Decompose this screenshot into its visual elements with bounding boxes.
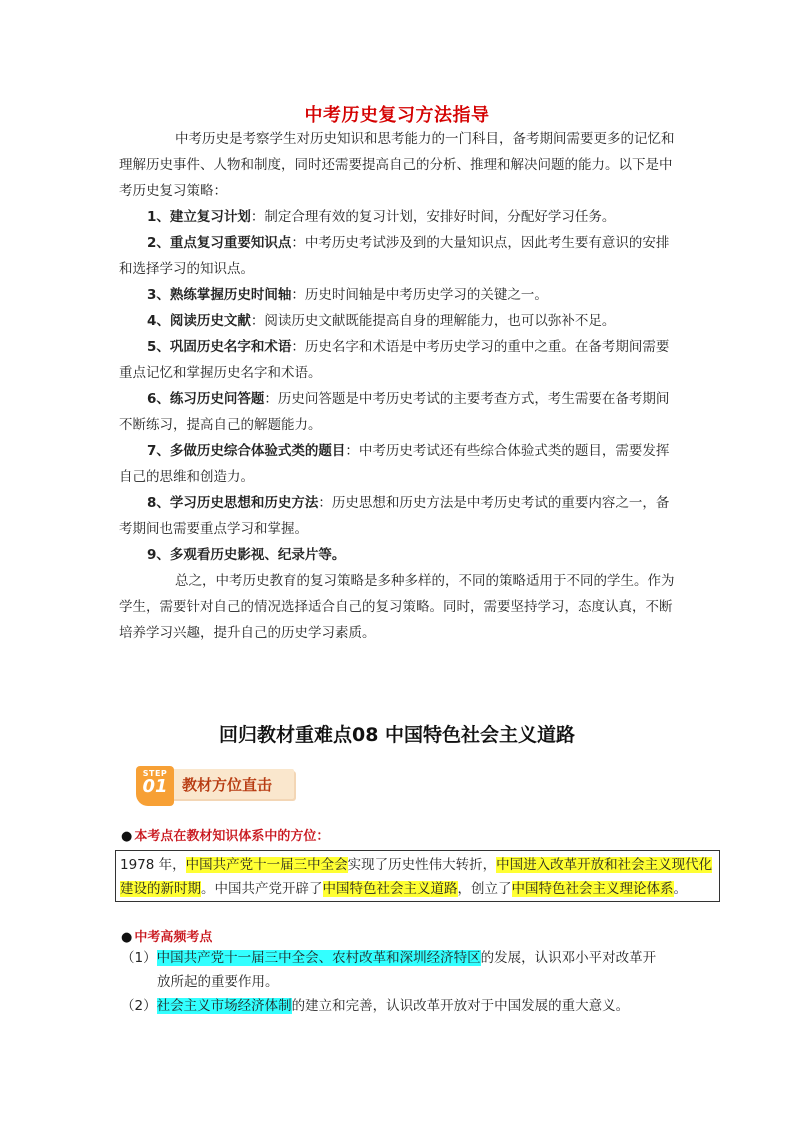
strategy-item bbox=[119, 386, 679, 438]
box-highlight: 中国共产党十一届三中全会 bbox=[185, 857, 348, 873]
strategy-head: 1、建立复习计划 bbox=[147, 209, 251, 225]
key-point-text-cont: 放所起的重要作用。 bbox=[157, 974, 279, 990]
bullet-heading-position bbox=[121, 825, 329, 844]
strategy-item bbox=[119, 542, 679, 568]
strategy-item bbox=[119, 334, 679, 386]
step-number: 01 bbox=[142, 776, 168, 797]
conclusion-paragraph: 总之，中考历史教育的复习策略是多种多样的，不同的策略适用于不同的学生。作为学生，需要针对自己的情况选择适合自己的复习策略。同时，需要坚持学习，态度认真，不断培养学习兴趣，提升自己的历史学习素质。 bbox=[119, 573, 675, 641]
key-point-1 bbox=[121, 946, 681, 994]
box-highlight: 中国特色社会主义理论体系 bbox=[511, 881, 674, 897]
intro-paragraph: 中考历史是考察学生对历史知识和思考能力的一门科目，备考期间需要更多的记忆和理解历史事件、人物和制度，同时还需要提高自己的分析、推理和解决问题的能力。以下是中考历史复习策略： bbox=[119, 131, 675, 199]
section-title: 回归教材重难点08 中国特色社会主义道路 bbox=[218, 724, 576, 746]
box-text: 实现了历史性伟大转折， bbox=[347, 857, 497, 873]
key-point-highlight: 中国共产党十一届三中全会、农村改革和深圳经济特区 bbox=[156, 950, 481, 966]
box-highlight: 中国特色社会主义道路 bbox=[322, 881, 458, 897]
key-point-text: 的发展，认识邓小平对改革开 bbox=[480, 950, 657, 966]
strategy-item bbox=[119, 308, 679, 334]
key-point-number: （1） bbox=[121, 950, 157, 966]
strategy-head: 9、多观看历史影视、纪录片等。 bbox=[147, 547, 346, 563]
box-text: 。 bbox=[673, 881, 687, 897]
page-title: 中考历史复习方法指导 bbox=[304, 105, 490, 126]
position-box bbox=[115, 850, 720, 902]
bullet-dot-icon: ● bbox=[121, 930, 133, 945]
box-text: 。中国共产党开辟了 bbox=[201, 881, 323, 897]
strategy-body: ：中考历史考试涉及到的大量知识点，因此考生要有意识的安排和选择学习的知识点。 bbox=[119, 235, 670, 277]
strategy-head: 4、阅读历史文献 bbox=[147, 313, 251, 329]
step-word: STEP bbox=[142, 769, 168, 778]
strategy-head: 8、学习历史思想和历史方法 bbox=[147, 495, 319, 511]
box-text: ，创立了 bbox=[457, 881, 512, 897]
strategy-head: 5、巩固历史名字和术语 bbox=[147, 339, 292, 355]
strategy-item bbox=[119, 230, 679, 282]
strategy-body: ：历史问答题是中考历史考试的主要考查方式，考生需要在备考期间不断练习，提高自己的解题能力。 bbox=[119, 391, 670, 433]
strategy-body: ：阅读历史文献既能提高自身的理解能力，也可以弥补不足。 bbox=[250, 313, 616, 329]
strategy-body: ：历史思想和历史方法是中考历史考试的重要内容之一，备考期间也需要重点学习和掌握。 bbox=[119, 495, 670, 537]
review-guide-section bbox=[119, 126, 679, 646]
bullet-dot-icon: ● bbox=[121, 829, 133, 844]
strategy-body: ：历史名字和术语是中考历史学习的重中之重。在备考期间需要重点记忆和掌握历史名字和术语。 bbox=[119, 339, 670, 381]
step-badge bbox=[132, 766, 302, 808]
bullet-heading-text: 本考点在教材知识体系中的方位： bbox=[134, 829, 330, 844]
bullet-heading-text: 中考高频考点 bbox=[134, 930, 213, 945]
step-number-icon bbox=[136, 766, 174, 806]
key-point-text: 的建立和完善，认识改革开放对于中国发展的重大意义。 bbox=[291, 998, 630, 1014]
strategy-item bbox=[119, 204, 679, 230]
box-highlight: 中国进入改革开放和社会主义现代化建设的新时期 bbox=[120, 857, 713, 897]
key-point-highlight: 社会主义市场经济体制 bbox=[156, 998, 292, 1014]
strategy-head: 6、练习历史问答题 bbox=[147, 391, 265, 407]
key-point-2 bbox=[121, 994, 681, 1018]
strategy-item bbox=[119, 438, 679, 490]
box-text: 1978 年， bbox=[120, 857, 186, 873]
strategy-body: ：历史时间轴是中考历史学习的关键之一。 bbox=[291, 287, 548, 303]
strategy-body: ：制定合理有效的复习计划，安排好时间，分配好学习任务。 bbox=[250, 209, 616, 225]
step-label: 教材方位直击 bbox=[182, 776, 273, 794]
strategy-head: 2、重点复习重要知识点 bbox=[147, 235, 292, 251]
strategy-head: 7、多做历史综合体验式类的题目 bbox=[147, 443, 346, 459]
strategy-body: ：中考历史考试还有些综合体验式类的题目，需要发挥自己的思维和创造力。 bbox=[119, 443, 670, 485]
strategy-item bbox=[119, 282, 679, 308]
strategy-head: 3、熟练掌握历史时间轴 bbox=[147, 287, 292, 303]
strategy-item bbox=[119, 490, 679, 542]
key-point-number: （2） bbox=[121, 998, 157, 1014]
bullet-heading-key-points bbox=[121, 926, 212, 945]
